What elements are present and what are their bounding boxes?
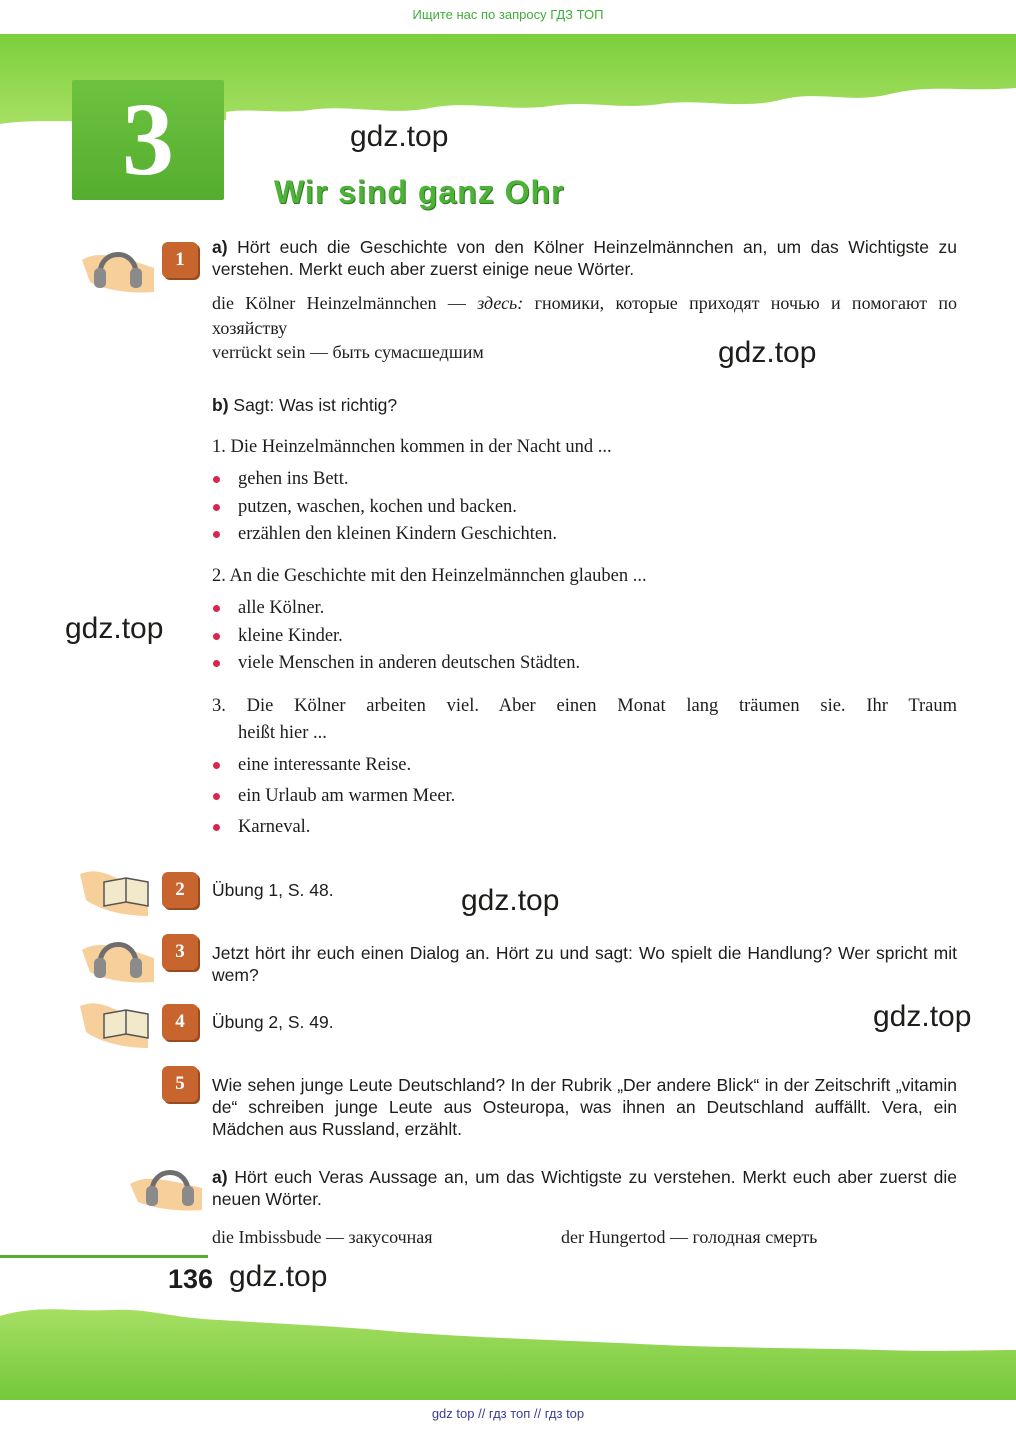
bullet-dot [213,824,220,831]
task-number-badge: 3 [162,934,198,970]
vocab-translation: быть сумасшедшим [332,342,484,362]
answer-option: alle Kölner. [238,598,325,618]
task-part-label: a) [212,237,228,257]
task1-instruction-b [212,394,957,416]
watermark: gdz.top [873,1000,972,1033]
page-number: 136 [168,1264,214,1294]
vocab-term: verrückt sein — [212,342,328,362]
headphones-icon [80,238,160,296]
task4-text: Übung 2, S. 49. [212,1012,334,1032]
task2-text: Übung 1, S. 48. [212,880,334,900]
bullet-dot [213,762,220,769]
headphones-icon [128,1158,208,1214]
answer-option: putzen, waschen, kochen und backen. [238,497,517,517]
task-number-badge: 1 [162,242,198,278]
bullet-dot [213,660,220,667]
task5-text: Wie sehen junge Leute Deutschland? In der Rubrik „Der andere Blick“ in der Zeitschrift „vitamin de“ schreiben junge Leute aus Osteuropa, was ihnen an Deutschland auffällt. Vera, ein Mädchen aus Russland, erzählt. [212,1075,957,1139]
question: 1. Die Heinzelmännchen kommen in der Nacht und ... [212,437,612,457]
bullet-dot [213,633,220,640]
task1-a-text: Hört euch die Geschichte von den Kölner Heinzelmännchen an, um das Wichtigste zu verstehen. Merkt euch aber zuerst einige neue Wörter. [212,237,957,279]
bullet-dot [213,504,220,511]
task5-instruction-a [212,1166,957,1210]
bullet-dot [213,605,220,612]
task-part-label: b) [212,395,229,415]
top-search-hint: Ищите нас по запросу ГДЗ ТОП [412,7,604,22]
task-part-label: a) [212,1167,228,1187]
task5-a-text: Hört euch Veras Aussage an, um das Wichtigste zu verstehen. Merkt euch aber zuerst die neuen Wörter. [212,1167,957,1209]
footer-grass-band [0,1296,1016,1400]
watermark: gdz.top [718,336,817,369]
vocab-term: die Kölner Heinzelmännchen — [212,293,466,313]
answer-option: Karneval. [238,817,311,837]
bullet-dot [213,793,220,800]
chapter-title: Wir sind ganz Ohr [274,174,565,210]
answer-option: gehen ins Bett. [238,469,349,489]
page-number-rule [0,1255,208,1258]
watermark: gdz.top [461,884,560,917]
footer-links[interactable]: gdz top // гдз топ // гдз top [431,1406,585,1421]
answer-option: viele Menschen in anderen deutschen Städten. [238,653,581,673]
vocab-note: здесь: [477,293,524,313]
question: 3. Die Kölner arbeiten viel. Aber einen Monat lang träumen sie. Ihr Traum [212,696,957,716]
watermark: gdz.top [350,120,449,153]
watermark: gdz.top [65,612,164,645]
chapter-number: 3 [72,80,224,200]
vocab-entry [212,340,957,365]
headphones-icon [80,930,160,986]
vocab-entry: die Imbissbude — закусочная [212,1227,433,1247]
task-number-badge: 5 [162,1066,198,1102]
vocab-entry: der Hungertod — голодная смерть [561,1227,818,1247]
book-icon [80,996,160,1052]
task-number-badge: 2 [162,872,198,908]
bullet-dot [213,531,220,538]
task3-text: Jetzt hört ihr euch einen Dialog an. Hört zu und sagt: Wo spielt die Handlung? Wer spricht mit wem? [212,943,957,985]
book-icon [80,864,160,920]
vocab-translation: гномики, которые приходят ночью и помогают по хозяйству [212,293,958,338]
question-continuation: heißt hier ... [238,723,327,743]
task1-instruction-a [212,236,957,280]
answer-option: eine interessante Reise. [238,755,412,775]
bullet-dot [213,476,220,483]
answer-option: ein Urlaub am warmen Meer. [238,786,456,806]
watermark: gdz.top [229,1260,328,1293]
answer-option: kleine Kinder. [238,626,343,646]
answer-option: erzählen den kleinen Kindern Geschichten. [238,524,557,544]
task-number-badge: 4 [162,1004,198,1040]
question: 2. An die Geschichte mit den Heinzelmännchen glauben ... [212,566,647,586]
task1-b-text: Sagt: Was ist richtig? [233,395,398,415]
vocab-entry [212,291,957,341]
